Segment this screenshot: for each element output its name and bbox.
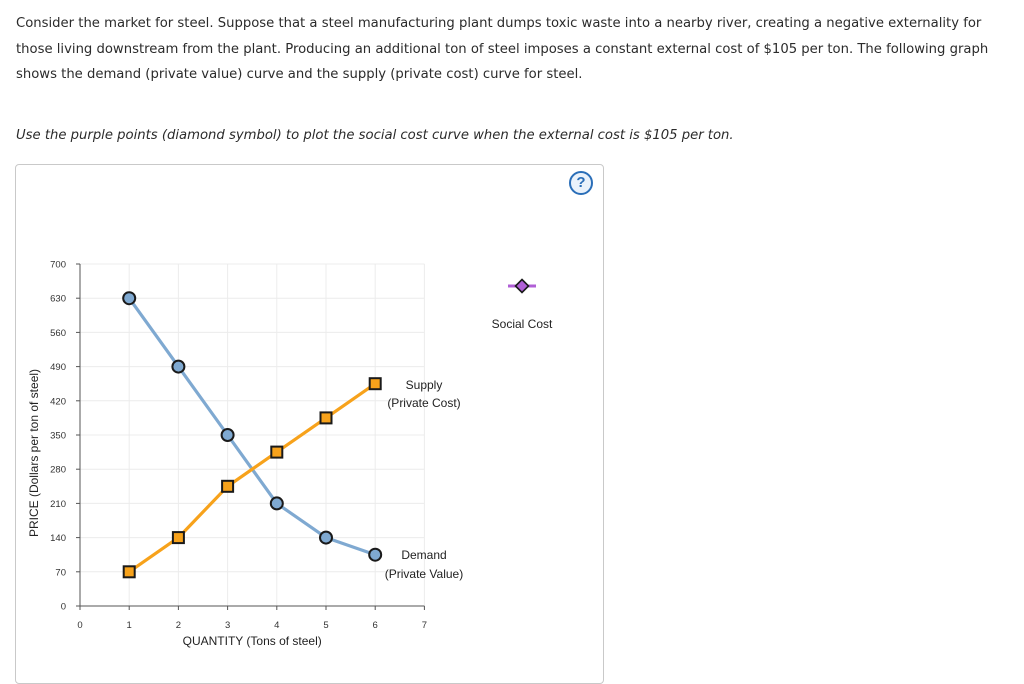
x-tick-label: 6 [372,620,378,631]
demand-sublabel: (Private Value) [384,567,464,581]
instruction-text: Use the purple points (diamond symbol) to plot the social cost curve when the external cost is $105 per ton. [16,128,734,143]
supply-point[interactable] [124,566,135,577]
social-cost-label: Social Cost [491,317,553,331]
demand-point[interactable] [172,361,184,373]
y-tick-label: 490 [50,362,66,374]
supply-point[interactable] [321,412,332,423]
supply-label: Supply [405,378,443,392]
x-tick-label: 2 [175,620,182,631]
x-tick-label: 4 [274,620,280,631]
y-tick-label: 210 [50,498,66,510]
question-paragraph: Consider the market for steel. Suppose that a steel manufacturing plant dumps toxic waste into a nearby river, creating a negative externality for those living downstream from the plant. Producing an additional ton of steel imposes a constant external cost of $105 per ton. The following graph shows the demand (private value) curve and the supply (private cost) curve for steel. [16,16,989,82]
question-circle-icon: ? [576,174,586,191]
demand-point[interactable] [222,429,234,441]
x-tick-label: 5 [323,620,329,631]
x-tick-label: 3 [224,620,231,631]
y-axis-title: PRICE (Dollars per ton of steel) [27,368,41,538]
y-tick-label: 630 [50,293,66,305]
y-tick-label: 280 [50,464,66,476]
supply-point[interactable] [370,378,381,389]
demand-curve-line [129,298,375,555]
diamond-icon[interactable] [516,280,529,293]
supply-point[interactable] [173,532,184,543]
x-tick-label: 7 [421,620,428,631]
social-cost-tool[interactable] [492,280,553,332]
y-tick-label: 350 [50,430,66,442]
supply-point[interactable] [271,447,282,458]
demand-point[interactable] [369,549,381,561]
y-tick-label: 0 [60,601,66,613]
x-tick-label: 0 [77,620,83,631]
x-axis-title: QUANTITY (Tons of steel) [182,634,322,648]
demand-point[interactable] [271,497,283,509]
y-tick-label: 700 [50,259,66,271]
supply-point[interactable] [222,481,233,492]
y-tick-label: 70 [55,567,66,579]
supply-sublabel: (Private Cost) [387,396,461,410]
demand-point[interactable] [123,292,135,304]
y-tick-label: 560 [50,327,66,339]
y-tick-label: 140 [50,533,66,545]
axes [27,260,427,649]
supply-curve-line [129,384,375,572]
demand-label: Demand [401,548,447,562]
demand-point[interactable] [320,532,332,544]
y-tick-label: 420 [50,396,66,408]
x-tick-label: 1 [126,620,132,631]
